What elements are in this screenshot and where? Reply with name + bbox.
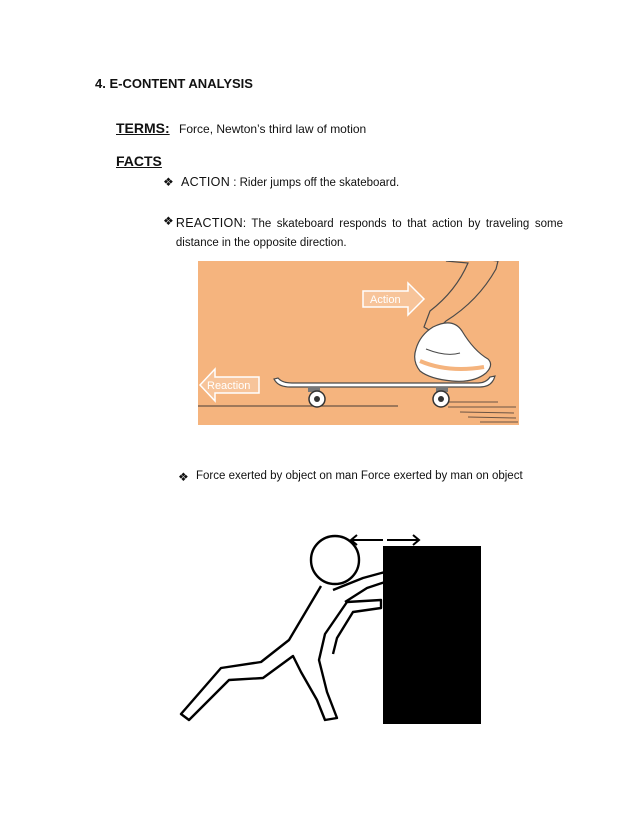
svg-text:Reaction: Reaction (207, 380, 251, 392)
terms-label: TERMS: (116, 120, 170, 136)
facts-label: FACTS (116, 153, 162, 169)
diamond-bullet-icon: ❖ (163, 175, 174, 189)
fact-text: : Rider jumps off the skateboard. (230, 177, 400, 189)
fact-item-action (163, 175, 399, 189)
caption-text: Force exerted by object on man Force exerted by man on object (196, 470, 523, 482)
section-heading: 4. E-CONTENT ANALYSIS (95, 76, 253, 91)
diamond-bullet-icon: ❖ (178, 470, 189, 484)
caption-forces (178, 470, 523, 484)
man-pushing-block-illustration (175, 522, 497, 724)
fact-keyword: REACTION (175, 216, 243, 230)
fact-item-reaction (163, 214, 563, 253)
terms-row (116, 120, 366, 136)
skateboard-illustration (198, 261, 519, 425)
svg-text:Action: Action (370, 294, 401, 306)
black-block (383, 546, 481, 724)
force-arrows (351, 535, 419, 545)
fact-text: : The skateboard responds to that action by traveling some distance in the opposite direction. (175, 218, 563, 249)
terms-text: Force, Newton’s third law of motion (179, 122, 367, 136)
diamond-bullet-icon: ❖ (163, 214, 174, 228)
stick-man (181, 536, 385, 720)
fact-keyword: ACTION (181, 175, 231, 189)
